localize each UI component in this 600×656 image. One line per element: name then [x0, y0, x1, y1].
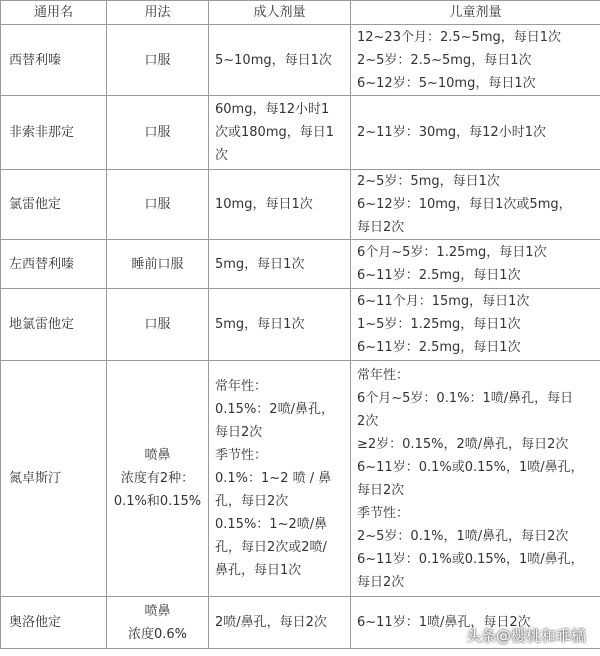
usage-line: 睡前口服: [131, 256, 184, 272]
child-line: 常年性：: [357, 367, 410, 383]
usage-cell: [107, 361, 209, 597]
child-dose-cell: [351, 170, 600, 240]
adult-line: 0.1%：1~2 喷 / 鼻: [215, 471, 332, 486]
child-line: 6~12岁：5~10mg，每日1次: [357, 75, 536, 91]
child-line: 6~11岁：1喷/鼻孔，每日2次: [357, 615, 531, 630]
usage-line: 口服: [144, 125, 171, 140]
child-line: 2~5岁：2.5~5mg，每日1次: [357, 52, 532, 68]
adult-dose-cell: [209, 96, 351, 170]
child-line: 2次: [357, 413, 379, 429]
child-line: 6个月~5岁：1.25mg，每日1次: [357, 245, 547, 260]
adult-dose-cell: [209, 240, 351, 289]
child-line: 6~11岁：0.1%或0.15%，1喷/鼻孔，: [357, 459, 584, 475]
child-line: 2~5岁：5mg，每日1次: [357, 174, 500, 189]
adult-line: 5~10mg，每日1次: [215, 52, 332, 68]
child-line: 每日2次: [357, 220, 405, 235]
adult-line: 60mg，每12小时1: [215, 102, 330, 117]
adult-line: 次或180mg，每日1: [215, 125, 334, 140]
drug-name-cell: 氯雷他定: [1, 170, 107, 240]
child-line: 6~12岁：10mg，每日1次或5mg，: [357, 197, 572, 212]
usage-cell: [107, 170, 209, 240]
header-name: 通用名: [1, 1, 107, 25]
child-line: 6~11岁：0.1%或0.15%，1喷/鼻孔，: [357, 551, 584, 567]
usage-line: 口服: [144, 52, 171, 68]
child-line: 季节性：: [357, 505, 410, 521]
table-row: [1, 170, 600, 240]
adult-line: 0.15%：2喷/鼻孔，: [215, 402, 334, 417]
drug-name-cell: 氮卓斯汀: [1, 361, 107, 597]
child-line: 2~5岁：0.1%，1喷/鼻孔，每日2次: [357, 528, 569, 544]
adult-dose-cell: [209, 289, 351, 361]
child-line: 6个月~5岁：0.1%：1喷/鼻孔，每日: [357, 390, 574, 406]
adult-line: 5mg，每日1次: [215, 317, 305, 332]
usage-line: 喷鼻: [144, 448, 171, 463]
adult-line: 10mg，每日1次: [215, 197, 313, 212]
adult-line: 鼻孔，每日1次: [215, 563, 302, 578]
adult-dose-cell: [209, 25, 351, 96]
child-dose-cell: [351, 289, 600, 361]
table-row: [1, 240, 600, 289]
adult-line: 2喷/鼻孔，每日2次: [215, 615, 327, 630]
header-row: [1, 1, 600, 25]
child-line: 6~11岁：2.5mg，每日1次: [357, 268, 521, 283]
drug-name-cell: 非索非那定: [1, 96, 107, 170]
usage-cell: [107, 289, 209, 361]
usage-line: 口服: [144, 197, 171, 212]
table-row: [1, 25, 600, 96]
child-line: ≥2岁：0.15%，2喷/鼻孔，每日2次: [357, 436, 569, 452]
adult-line: 次: [215, 148, 229, 163]
adult-line: 孔，每日2次或2喷/: [215, 540, 327, 555]
adult-line: 季节性：: [215, 448, 268, 463]
adult-dose-cell: [209, 597, 351, 649]
adult-line: 常年性：: [215, 379, 268, 394]
child-line: 每日2次: [357, 482, 405, 498]
adult-dose-cell: [209, 170, 351, 240]
header-adult-dose: 成人剂量: [209, 1, 351, 25]
usage-cell: [107, 25, 209, 96]
usage-cell: [107, 96, 209, 170]
child-dose-cell: [351, 96, 600, 170]
usage-line: 浓度有2种：: [120, 471, 195, 486]
drug-name-cell: 西替利嗪: [1, 25, 107, 96]
child-line: 2~11岁：30mg，每12小时1次: [357, 125, 546, 140]
child-line: 12~23个月：2.5~5mg，每日1次: [357, 29, 562, 45]
adult-line: 0.15%：1~2喷/鼻: [215, 517, 328, 532]
child-line: 1~5岁：1.25mg，每日1次: [357, 317, 521, 332]
usage-line: 浓度0.6%: [127, 626, 188, 642]
table-row: [1, 96, 600, 170]
drug-name-cell: 左西替利嗪: [1, 240, 107, 289]
child-line: 每日2次: [357, 574, 405, 590]
usage-line: 0.1%和0.15%: [113, 494, 202, 509]
usage-cell: [107, 597, 209, 649]
drug-name-cell: 地氯雷他定: [1, 289, 107, 361]
header-child-dose: 儿童剂量: [351, 1, 600, 25]
table-row: [1, 289, 600, 361]
child-dose-cell: [351, 240, 600, 289]
adult-line: 每日2次: [215, 425, 263, 440]
child-dose-cell: [351, 361, 600, 597]
child-line: 6~11岁：2.5mg，每日1次: [357, 340, 521, 355]
header-usage: 用法: [107, 1, 209, 25]
usage-line: 喷鼻: [144, 603, 171, 619]
watermark: 头条@樱桃和乖橘: [465, 627, 586, 645]
adult-line: 孔，每日2次: [215, 494, 289, 509]
adult-line: 5mg，每日1次: [215, 256, 305, 272]
adult-dose-cell: [209, 361, 351, 597]
usage-cell: [107, 240, 209, 289]
child-line: 6~11个月：15mg，每日1次: [357, 294, 530, 309]
usage-line: 口服: [144, 317, 171, 332]
drug-name-cell: 奥洛他定: [1, 597, 107, 649]
table-row: [1, 361, 600, 597]
child-dose-cell: [351, 25, 600, 96]
